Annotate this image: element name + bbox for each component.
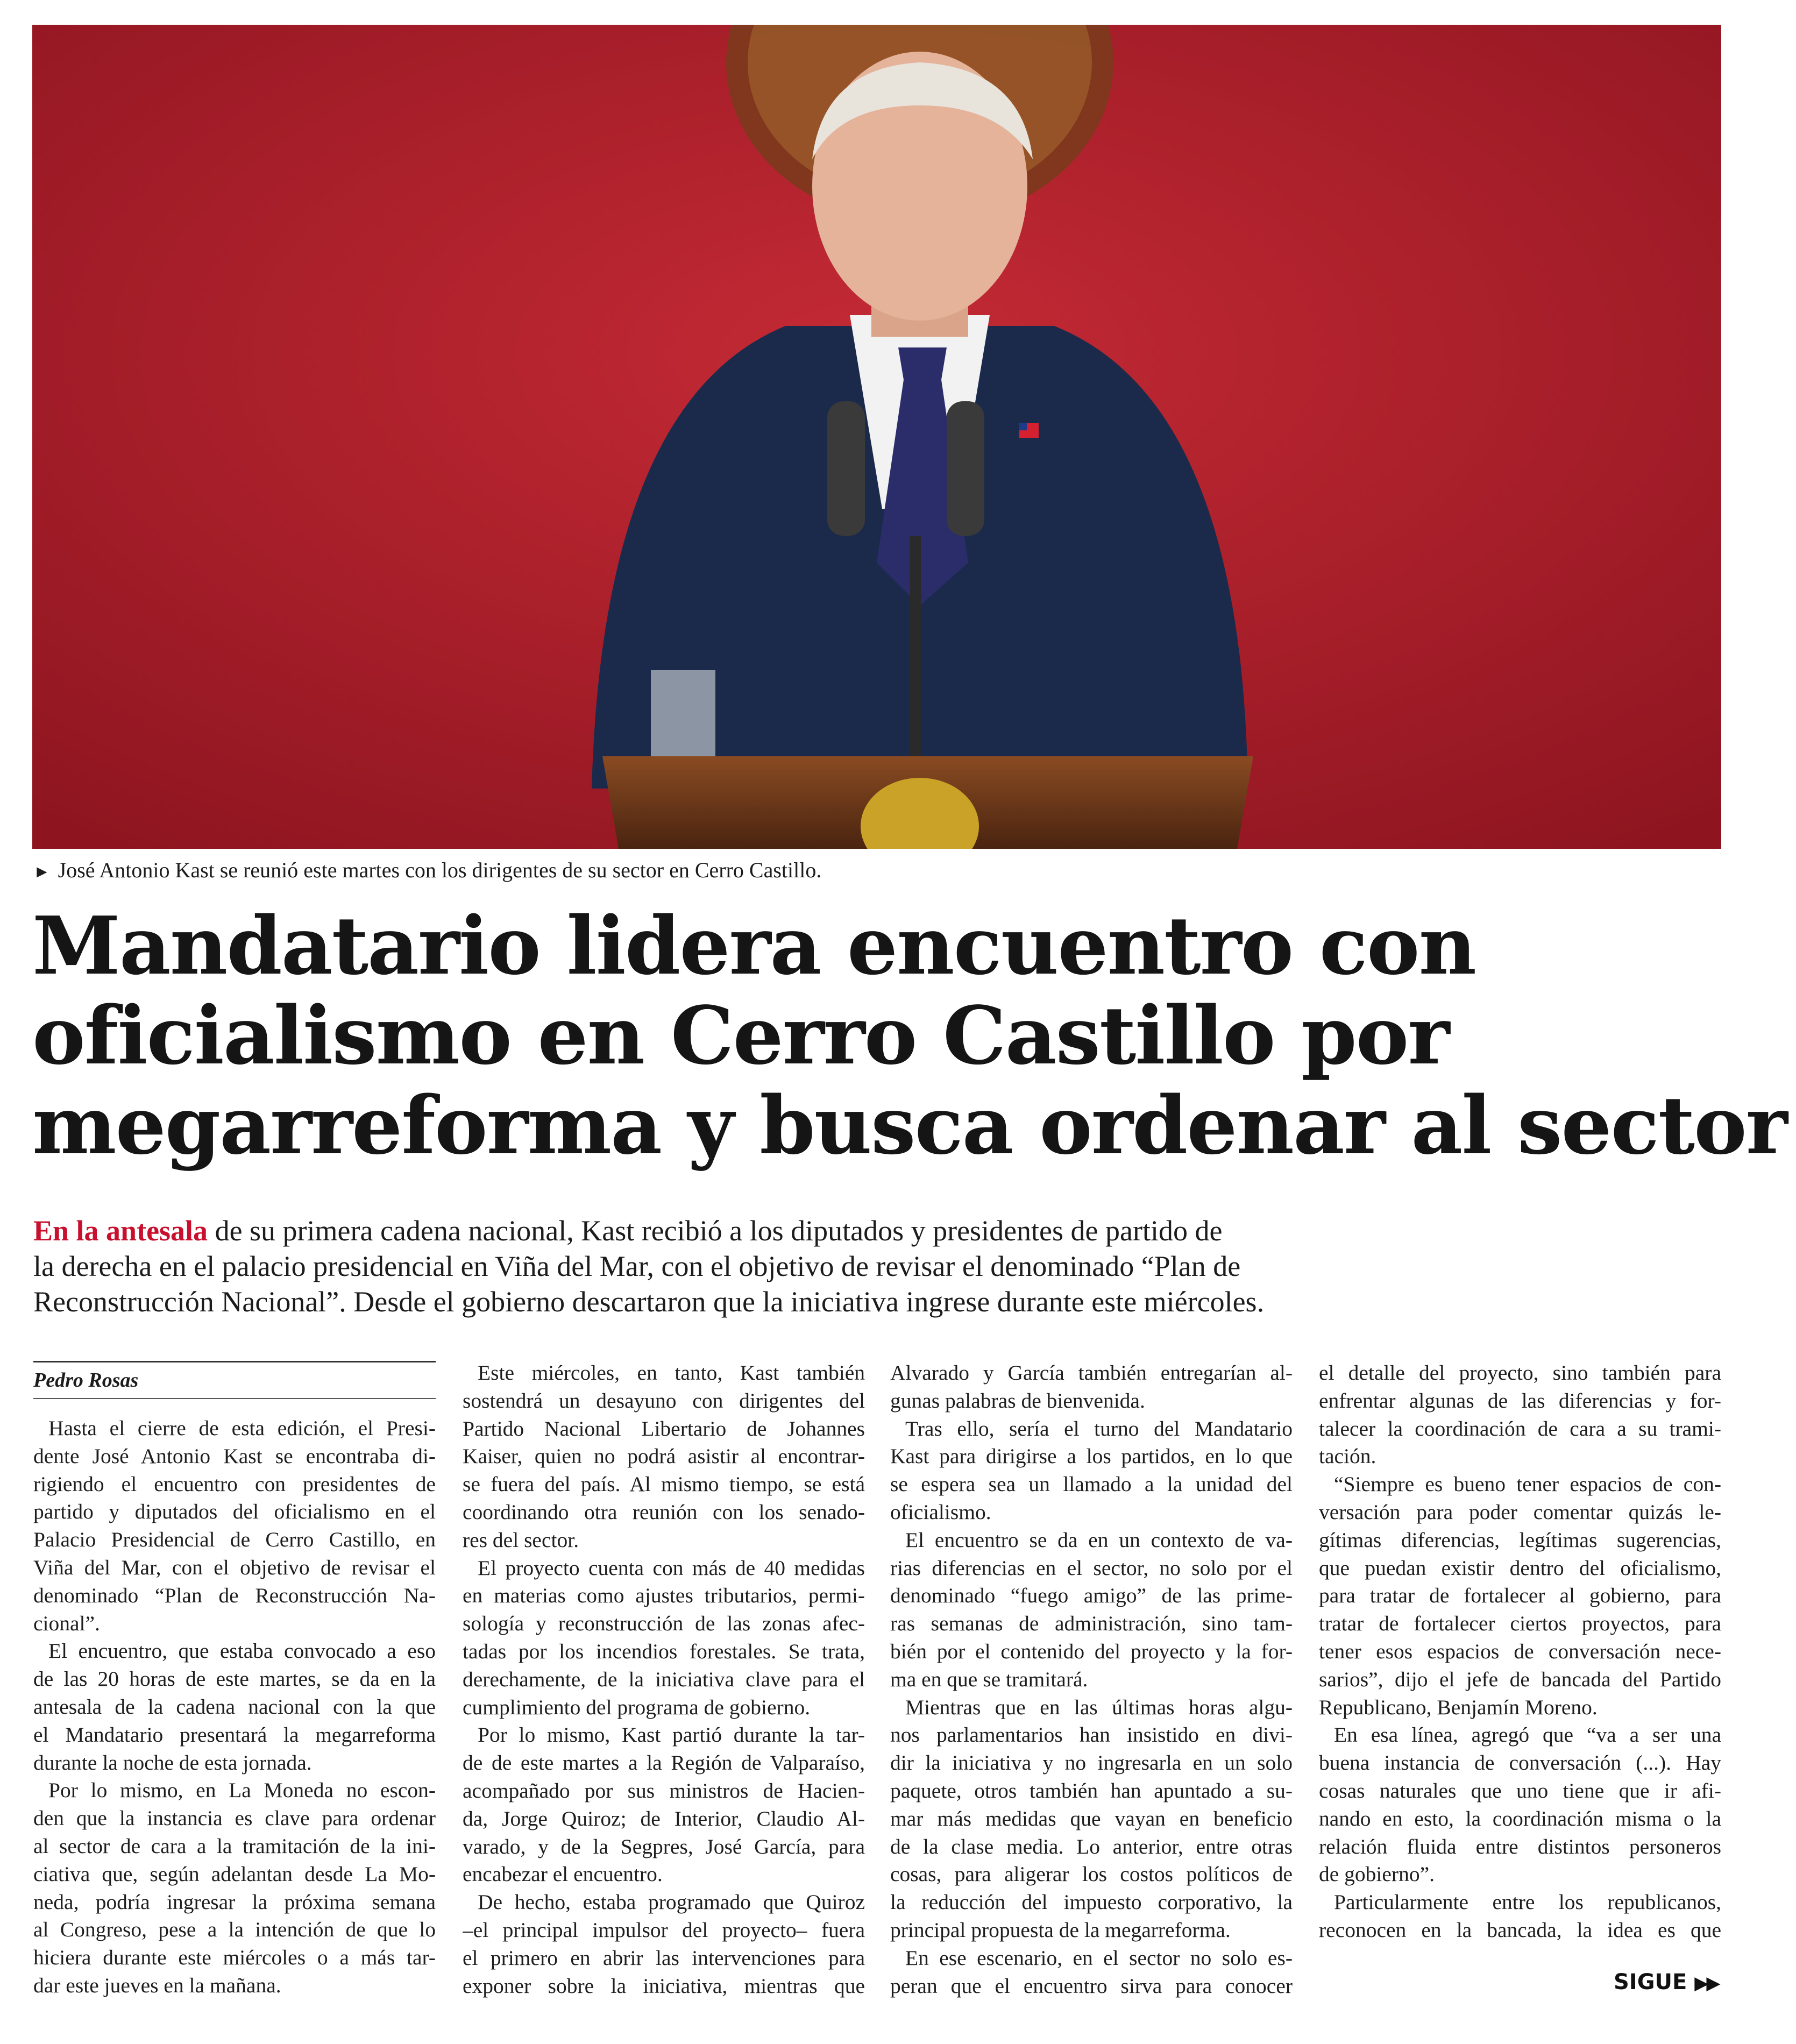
body-line: Kaiser, quien no podrá asistir al encontrar- <box>463 1444 865 1468</box>
body-column-3 <box>890 1359 1293 2000</box>
body-line: El encuentro se da en un contexto de va- <box>905 1528 1293 1552</box>
body-line: De hecho, estaba programado que Quiroz <box>478 1890 865 1914</box>
body-line: da, Jorge Quiroz; de Interior, Claudio Al- <box>463 1806 865 1830</box>
body-line: el primero en abrir las intervenciones para <box>463 1946 865 1970</box>
photo-caption <box>33 855 1701 888</box>
body-line: dar este jueves en la mañana. <box>33 1973 281 1997</box>
body-line: Mientras que en las últimas horas algu- <box>905 1695 1293 1719</box>
body-line: neda, podría ingresar la próxima semana <box>33 1890 436 1914</box>
body-column-4 <box>1319 1359 1721 1944</box>
body-line: Tras ello, sería el turno del Mandatario <box>905 1416 1293 1440</box>
body-line: cumplimiento del programa de gobierno. <box>463 1695 811 1719</box>
body-line: dir la iniciativa y no ingresarla en un solo <box>890 1751 1293 1775</box>
body-line: sarios”, dijo el jefe de bancada del Partido <box>1319 1667 1721 1691</box>
body-line: ciativa que, según adelantan desde La Mo- <box>33 1862 436 1886</box>
body-line: nos parlamentarios han insistido en divi- <box>890 1723 1293 1747</box>
continue-label: SIGUE <box>1614 1970 1687 1995</box>
body-line: tener esos espacios de conversación nece- <box>1319 1639 1721 1663</box>
body-line: antesala de la cadena nacional con la que <box>33 1694 436 1719</box>
body-line: rias diferencias en el sector, no solo por el <box>890 1556 1293 1580</box>
body-line: peran que el encuentro sirva para conocer <box>890 1974 1293 1998</box>
body-line: Este miércoles, en tanto, Kast también <box>478 1361 865 1385</box>
body-line: talecer la coordinación de cara a su trami- <box>1319 1416 1721 1440</box>
continue-arrows-icon: ▶▶ <box>1694 1972 1719 1994</box>
body-line: tadas por los incendios forestales. Se trata, <box>463 1639 865 1663</box>
body-line: sostendrá un desayuno con dirigentes del <box>463 1388 865 1413</box>
headline-line: megarreforma y busca ordenar al sector <box>32 1078 1787 1172</box>
body-line: Partido Nacional Libertario de Johannes <box>463 1416 865 1440</box>
body-line: relación fluida entre distintos personeros <box>1319 1834 1721 1858</box>
body-line: cional”. <box>33 1611 100 1635</box>
headline <box>32 899 1787 1172</box>
body-line: de las 20 horas de este martes, se da en la <box>33 1667 436 1691</box>
deck-text: de su primera cadena nacional, Kast recibió a los diputados y presidentes de partido de <box>208 1215 1223 1247</box>
body-line: El proyecto cuenta con más de 40 medidas <box>478 1556 865 1580</box>
body-line: Republicano, Benjamín Moreno. <box>1319 1695 1598 1719</box>
body-line: Palacio Presidencial de Cerro Castillo, en <box>33 1528 436 1552</box>
body-line: al Congreso, pese a la intención de que lo <box>33 1918 436 1942</box>
body-line: paquete, otros también han apuntado a su- <box>890 1778 1293 1802</box>
body-line: el detalle del proyecto, sino también para <box>1319 1361 1721 1385</box>
body-line: ras semanas de administración, sino tam- <box>890 1612 1293 1636</box>
body-line: rigiendo el encuentro con presidentes de <box>33 1472 436 1496</box>
body-line: mar más medidas que vayan en beneficio <box>890 1806 1293 1830</box>
photo-illustration <box>32 25 1721 849</box>
deck <box>33 1213 1486 1319</box>
body-line: encabezar el encuentro. <box>463 1862 663 1886</box>
body-line: oficialismo. <box>890 1500 991 1524</box>
body-line: denominado “Plan de Reconstrucción Na- <box>33 1583 436 1607</box>
body-line: Alvarado y García también entregarían al- <box>890 1361 1293 1385</box>
body-column-1 <box>33 1415 436 2000</box>
body-line: de de este martes a la Región de Valparaíso, <box>463 1751 865 1775</box>
body-line: principal propuesta de la megarreforma. <box>890 1918 1231 1942</box>
body-line: la reducción del impuesto corporativo, la <box>890 1890 1293 1914</box>
body-line: tratar de fortalecer ciertos proyectos, para <box>1319 1612 1721 1636</box>
body-line: tación. <box>1319 1444 1376 1468</box>
body-line: Por lo mismo, Kast partió durante la tar- <box>478 1723 865 1747</box>
byline-block <box>33 1361 436 1399</box>
deck-line: la derecha en el palacio presidencial en Viña del Mar, con el objetivo de revisar el denominado “Plan de <box>33 1250 1241 1282</box>
body-column-2 <box>463 1359 865 2000</box>
body-line: de la clase media. Lo anterior, entre otras <box>890 1834 1293 1858</box>
body-line: Viña del Mar, con el objetivo de revisar el <box>33 1555 436 1579</box>
body-line: acompañado por sus ministros de Hacien- <box>463 1778 865 1802</box>
body-line: ma en que se tramitará. <box>890 1667 1088 1691</box>
caption-text: José Antonio Kast se reunió este martes con los dirigentes de su sector en Cerro Castillo. <box>58 858 822 882</box>
body-line: sología y reconstrucción de las zonas afec- <box>463 1612 865 1636</box>
body-line: que puedan existir dentro del oficialismo, <box>1319 1556 1721 1580</box>
body-line: en materias como ajustes tributarios, permi- <box>463 1584 865 1608</box>
body-line: En ese escenario, en el sector no solo es- <box>905 1946 1293 1970</box>
body-line: coordinando otra reunión con los senado- <box>463 1500 865 1524</box>
body-line: versación para poder comentar quizás le- <box>1319 1500 1721 1524</box>
body-line: bién por el contenido del proyecto y la for- <box>890 1639 1293 1663</box>
body-line: gunas palabras de bienvenida. <box>890 1388 1145 1413</box>
body-line: de gobierno”. <box>1319 1862 1435 1886</box>
body-line: Por lo mismo, en La Moneda no escon- <box>48 1778 436 1802</box>
body-line: “Siempre es bueno tener espacios de con- <box>1334 1472 1721 1496</box>
body-line: al sector de cara a la tramitación de la ini- <box>33 1834 436 1858</box>
body-line: cosas naturales que uno tiene que ir afi- <box>1319 1778 1721 1802</box>
body-line: varado, y de la Segpres, José García, para <box>463 1834 865 1858</box>
body-line: gítimas diferencias, legítimas sugerencias, <box>1319 1528 1721 1552</box>
body-line: buena instancia de conversación (...). Hay <box>1319 1751 1721 1775</box>
body-line: enfrentar algunas de las diferencias y for- <box>1319 1388 1721 1413</box>
body-line: exponer sobre la iniciativa, mientras que <box>463 1974 865 1998</box>
body-line: dente José Antonio Kast se encontraba di- <box>33 1444 436 1468</box>
body-line: se fuera del país. Al mismo tiempo, se está <box>463 1472 865 1496</box>
headline-line: Mandatario lidera encuentro con <box>32 899 1476 992</box>
body-line: se espera sea un llamado a la unidad del <box>890 1472 1293 1496</box>
body-line: denominado “fuego amigo” de las prime- <box>890 1584 1293 1608</box>
body-line: derechamente, de la iniciativa clave para el <box>463 1667 865 1691</box>
body-line: Particularmente entre los republicanos, <box>1334 1890 1721 1914</box>
headline-line: oficialismo en Cerro Castillo por <box>32 989 1449 1082</box>
body-line: partido y diputados del oficialismo en el <box>33 1500 436 1524</box>
caption-arrow-icon: ► <box>33 862 51 881</box>
body-line: den que la instancia es clave para ordenar <box>33 1806 436 1830</box>
body-line: reconocen en la bancada, la idea es que <box>1319 1918 1721 1942</box>
body-line: nando en esto, la coordinación misma o la <box>1319 1806 1721 1830</box>
body-line: –el principal impulsor del proyecto– fuera <box>463 1918 865 1942</box>
body-line: cosas, para aligerar los costos políticos de <box>890 1862 1293 1886</box>
body-line: En esa línea, agregó que “va a ser una <box>1334 1723 1721 1747</box>
body-line: El encuentro, que estaba convocado a eso <box>48 1639 436 1663</box>
deck-kicker: En la antesala <box>33 1215 208 1247</box>
article-photo <box>32 25 1721 849</box>
body-line: para tratar de fortalecer al gobierno, para <box>1319 1584 1721 1608</box>
byline-rule <box>33 1398 436 1399</box>
body-line: res del sector. <box>463 1528 579 1552</box>
deck-line <box>33 1213 1486 1248</box>
body-line: Hasta el cierre de esta edición, el Presi- <box>48 1416 436 1440</box>
continue-marker <box>1614 1969 1719 1997</box>
byline: Pedro Rosas <box>33 1369 139 1392</box>
body-line: hiciera durante este miércoles o a más tar- <box>33 1946 436 1970</box>
body-line: el Mandatario presentará la megarreforma <box>33 1722 436 1747</box>
body-line: Kast para dirigirse a los partidos, en lo que <box>890 1444 1293 1468</box>
deck-line: Reconstrucción Nacional”. Desde el gobierno descartaron que la iniciativa ingrese durante este miércoles. <box>33 1286 1265 1318</box>
body-line: durante la noche de esta jornada. <box>33 1750 312 1775</box>
